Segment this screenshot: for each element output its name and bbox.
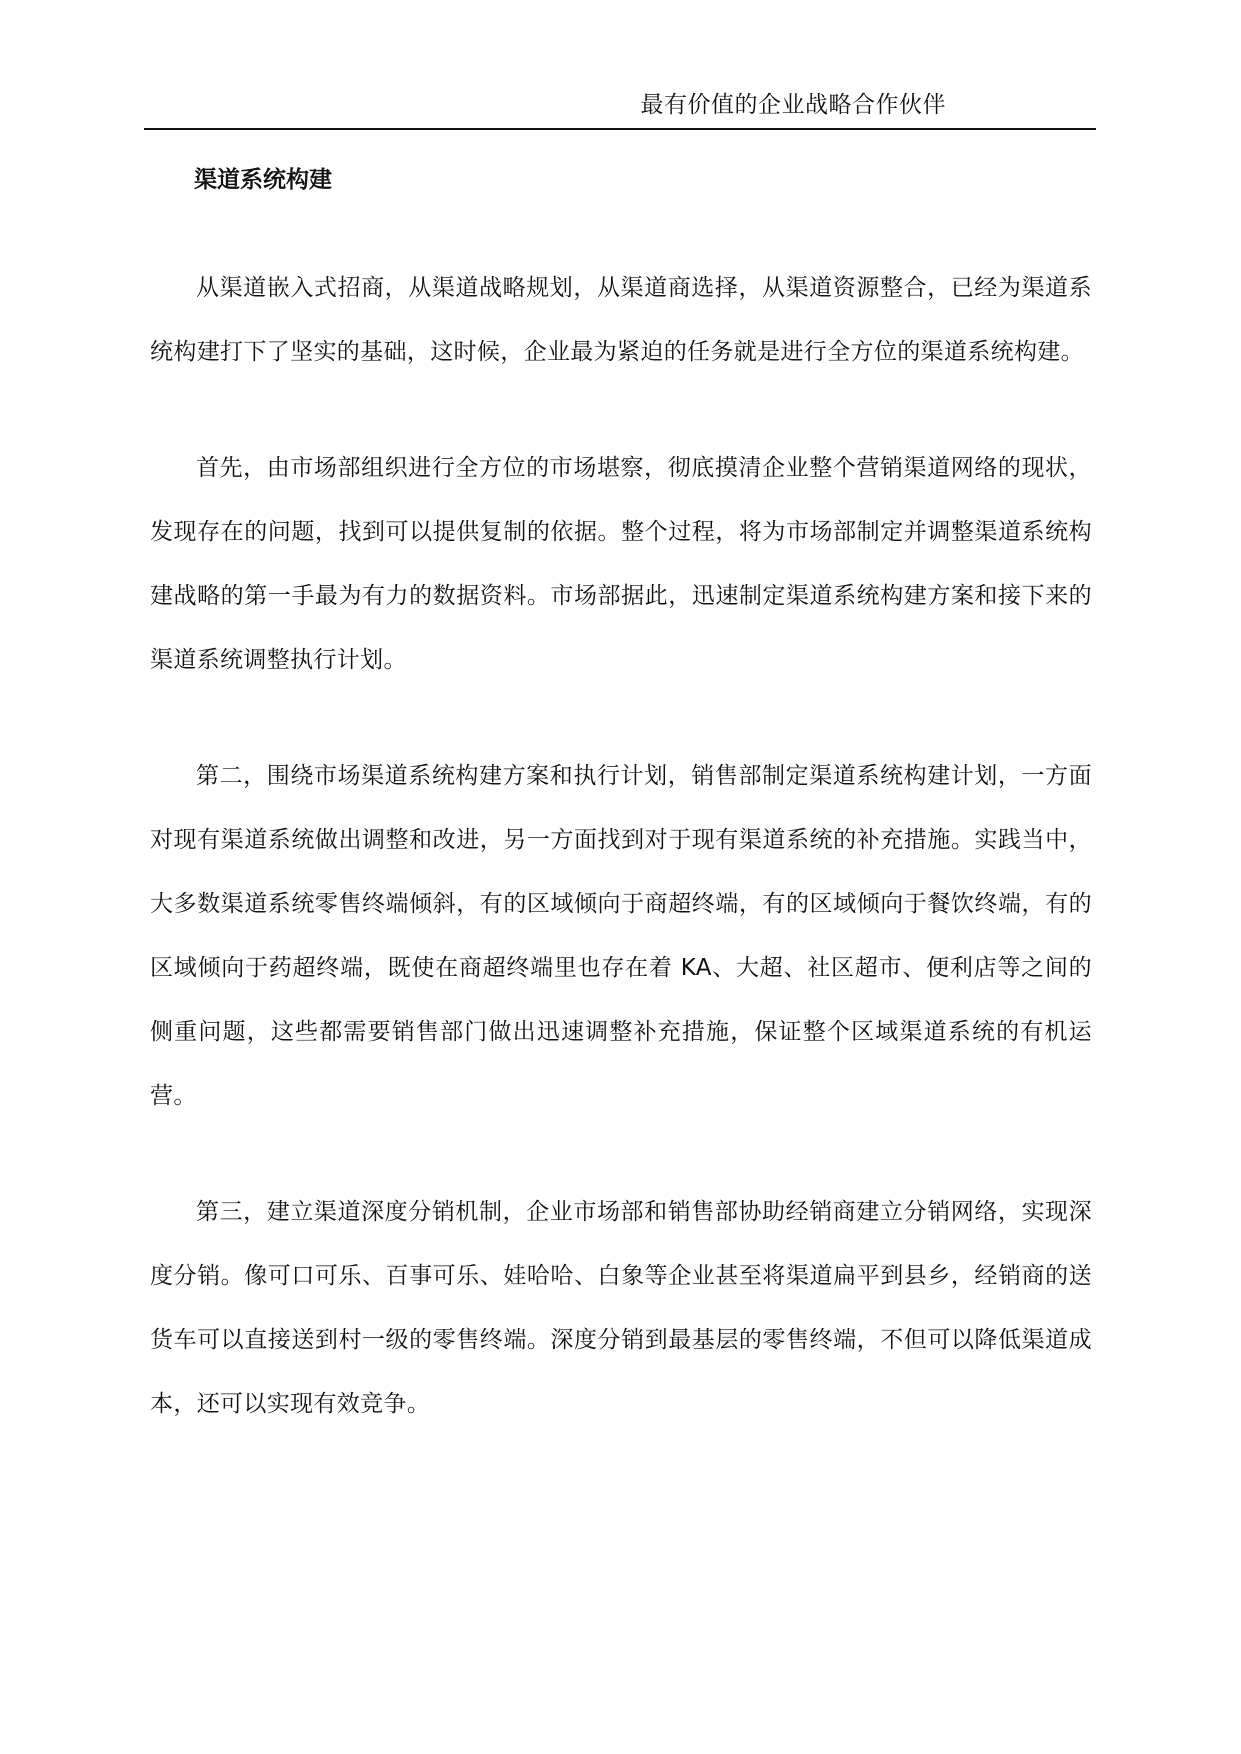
paragraph-4: 第三，建立渠道深度分销机制，企业市场部和销售部协助经销商建立分销网络，实现深度分销。像可口可乐、百事可乐、娃哈哈、白象等企业甚至将渠道扁平到县乡，经销商的送货车可以直接送到村一级的零售终端。深度分销到最基层的零售终端，不但可以降低渠道成本，还可以实现有效竞争。 (150, 1199, 1092, 1417)
paragraph-2: 首先，由市场部组织进行全方位的市场堪察，彻底摸清企业整个营销渠道网络的现状，发现存在的问题，找到可以提供复制的依据。整个过程，将为市场部制定并调整渠道系统构建战略的第一手最为有力的数据资料。市场部据此，迅速制定渠道系统构建方案和接下来的渠道系统调整执行计划。 (150, 455, 1092, 673)
page-header (144, 84, 1096, 130)
header-title: 最有价值的企业战略合作伙伴 (640, 92, 946, 118)
document-body (150, 160, 1092, 1436)
section-title: 渠道系统构建 (194, 167, 332, 193)
paragraph-1: 从渠道嵌入式招商，从渠道战略规划，从渠道商选择，从渠道资源整合，已经为渠道系统构建打下了坚实的基础，这时候，企业最为紧迫的任务就是进行全方位的渠道系统构建。 (150, 275, 1092, 365)
paragraph-3: 第二，围绕市场渠道系统构建方案和执行计划，销售部制定渠道系统构建计划，一方面对现有渠道系统做出调整和改进，另一方面找到对于现有渠道系统的补充措施。实践当中，大多数渠道系统零售终端倾斜，有的区域倾向于商超终端，有的区域倾向于餐饮终端，有的区域倾向于药超终端，既使在商超终端里也存在着 KA、大超、社区超市、便利店等之间的侧重问题，这些都需要销售部门做出迅速调整补充措施，保证整个区域渠道系统的有机运营。 (150, 763, 1092, 1109)
